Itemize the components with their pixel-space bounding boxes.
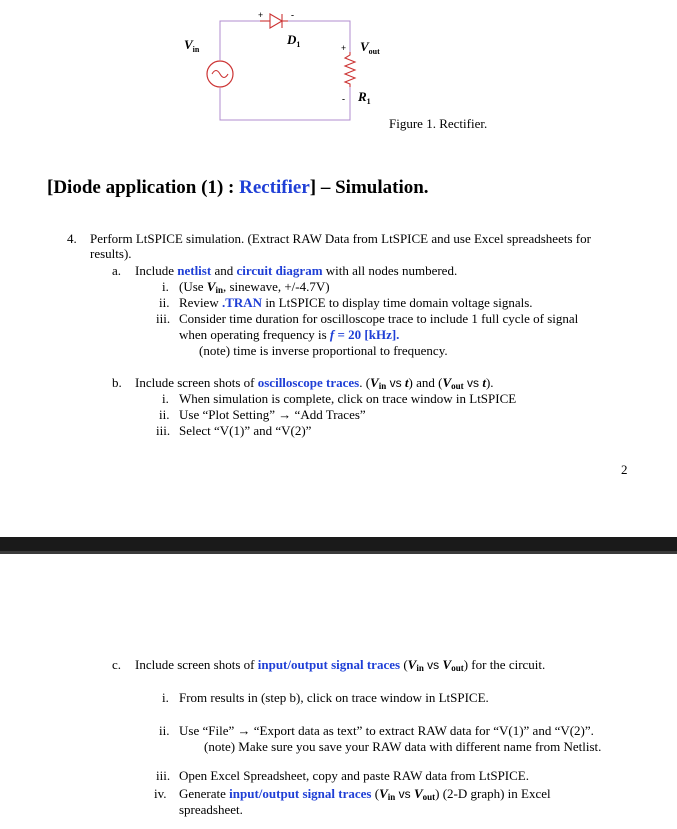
- page-divider-edge: [0, 551, 677, 554]
- item-a-iii-line2: when operating frequency is f = 20 [kHz].: [179, 327, 400, 342]
- item-a-iii-note: (note) time is inverse proportional to frequency.: [199, 343, 448, 358]
- vout-minus-label: -: [342, 94, 345, 104]
- item-c-ii-note: (note) Make sure you save your RAW data with different name from Netlist.: [204, 739, 602, 754]
- item-c-i-text: From results in (step b), click on trace window in LtSPICE.: [179, 690, 489, 705]
- item-b-iii-text: Select “V(1)” and “V(2)”: [179, 423, 312, 438]
- netlist-keyword: netlist: [177, 263, 212, 278]
- item-c-iv-line2: spreadsheet.: [179, 802, 243, 817]
- io-signal-traces-keyword: input/output signal traces: [257, 657, 401, 672]
- item-c-iv-num: iv.: [154, 786, 167, 801]
- voltage-source-icon: [207, 61, 233, 87]
- item-a-ii-num: ii.: [159, 295, 170, 310]
- item-c-i-num: i.: [162, 690, 169, 705]
- item-c-ii-num: ii.: [159, 723, 170, 738]
- diode-minus-label: -: [291, 10, 294, 20]
- item-b-label: b.: [112, 375, 122, 390]
- item-4-number: 4.: [67, 231, 77, 246]
- item-c-iii-num: iii.: [156, 768, 171, 783]
- item-a-label: a.: [112, 263, 122, 278]
- item-4-line2: results).: [90, 246, 132, 261]
- oscilloscope-traces-keyword: oscilloscope traces: [257, 375, 360, 390]
- item-a-iii-num: iii.: [156, 311, 171, 326]
- diode-icon: [260, 14, 288, 28]
- vout-plus-label: +: [341, 43, 347, 53]
- circuit-diagram-keyword: circuit diagram: [236, 263, 323, 278]
- circuit-wires: [220, 21, 350, 120]
- section-title: [47, 176, 429, 200]
- page-divider: [0, 537, 677, 551]
- item-b-ii-text: Use “Plot Setting” → “Add Traces”: [179, 407, 366, 422]
- page-number: 2: [621, 462, 628, 477]
- item-c-text: Include screen shots of input/output signal traces ($V_{in}$ vs $V_{out}$) for the circuit.: [135, 657, 546, 673]
- item-b-text: Include screen shots of oscilloscope traces. ($V_{in}$ vs t) and ($V_{out}$ vs t).: [135, 375, 494, 391]
- diode-plus-label: +: [258, 10, 264, 20]
- tran-keyword: .TRAN: [221, 295, 263, 310]
- item-a-ii-text: Review .TRAN in LtSPICE to display time domain voltage signals.: [179, 295, 533, 310]
- item-c-iv-text: Generate input/output signal traces ($V_{in}$ vs $V_{out}$) (2-D graph) in Excel: [179, 786, 551, 802]
- resistor-icon: [345, 52, 355, 87]
- r1-label: $R_1$: [358, 89, 371, 106]
- item-a-i-num: i.: [162, 279, 169, 294]
- vin-label: $V_{in}$: [184, 37, 200, 54]
- d1-label: $D_1$: [287, 32, 301, 49]
- item-a-i-text: (Use $V_{in}$, sinewave, +/-4.7V): [179, 279, 330, 295]
- item-b-iii-num: iii.: [156, 423, 171, 438]
- item-b-ii-num: ii.: [159, 407, 170, 422]
- item-a-iii-line1: Consider time duration for oscilloscope trace to include 1 full cycle of signal: [179, 311, 579, 326]
- item-c-ii-text: Use “File” → “Export data as text” to extract RAW data for “V(1)” and “V(2)”.: [179, 723, 594, 738]
- item-b-i-num: i.: [162, 391, 169, 406]
- vout-label: $V_{out}$: [360, 39, 380, 56]
- section-title-prefix: [Diode application (1) :: [47, 177, 240, 198]
- io-signal-traces-keyword-2: input/output signal traces: [229, 786, 372, 801]
- section-title-highlight: Rectifier: [239, 177, 310, 198]
- figure-caption: Figure 1. Rectifier.: [389, 116, 488, 131]
- item-4-line1: Perform LtSPICE simulation. (Extract RAW Data from LtSPICE and use Excel spreadsheets for: [90, 231, 591, 246]
- item-a-text: Include netlist and circuit diagram with all nodes numbered.: [135, 263, 458, 278]
- section-title-suffix: ] – Simulation.: [309, 177, 429, 198]
- item-c-label: c.: [112, 657, 122, 672]
- rectifier-circuit-diagram: [184, 5, 420, 130]
- item-b-i-text: When simulation is complete, click on trace window in LtSPICE: [179, 391, 517, 406]
- item-c-iii-text: Open Excel Spreadsheet, copy and paste RAW data from LtSPICE.: [179, 768, 529, 783]
